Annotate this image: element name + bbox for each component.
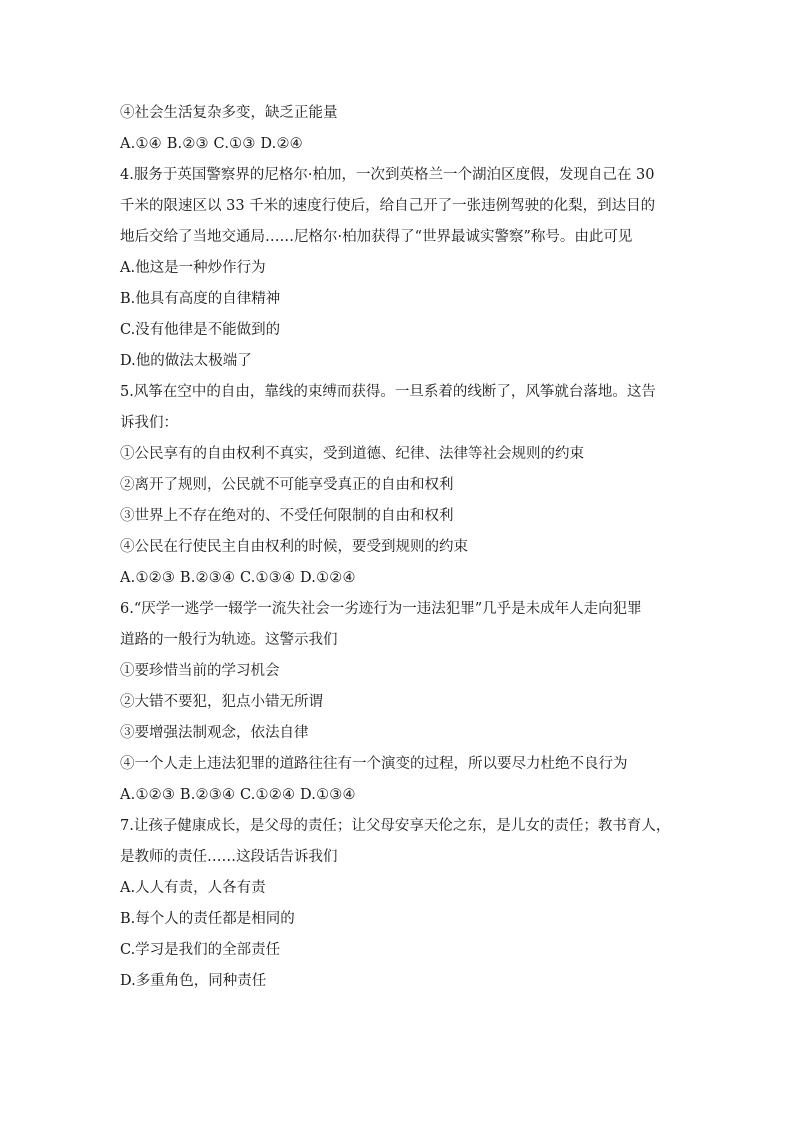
q4-choice-b: B.他具有高度的自律精神 bbox=[120, 291, 281, 307]
q7-stem-line-1: 7.让孩子健康成长，是父母的责任；让父母安享天伦之东，是儿女的责任；教书育人， bbox=[120, 818, 671, 834]
q5-stem-line-1: 5.风筝在空中的自由，靠线的束缚而获得。一旦系着的线断了，风筝就台落地。这告 bbox=[120, 384, 656, 400]
q3-option-4: ④社会生活复杂多变，缺乏正能量 bbox=[120, 105, 338, 121]
q4-stem-line-2: 千米的限速区以 33 千米的速度行使后，给自己开了一张违例驾驶的化梨，到达目的 bbox=[120, 198, 656, 214]
q5-option-4: ④公民在行使民主自由权利的时候，要受到规则的约束 bbox=[120, 539, 468, 555]
q6-option-4: ④一个人走上违法犯罪的道路往往有一个演变的过程，所以要尽力杜绝不良行为 bbox=[120, 756, 628, 772]
q3-answer-choices: A.①④ B.②③ C.①③ D.②④ bbox=[120, 136, 303, 152]
q5-option-3: ③世界上不存在绝对的、不受任何限制的自由和权利 bbox=[120, 508, 454, 524]
q4-choice-d: D.他的做法太极端了 bbox=[120, 353, 252, 369]
q4-choice-c: C.没有他律是不能做到的 bbox=[120, 322, 281, 338]
q7-choice-c: C.学习是我们的全部责任 bbox=[120, 942, 281, 958]
q6-answer-choices: A.①②③ B.②③④ C.①②④ D.①③④ bbox=[120, 787, 356, 803]
q7-choice-b: B.每个人的责任都是相同的 bbox=[120, 911, 295, 927]
q6-option-3: ③要增强法制观念，依法自律 bbox=[120, 725, 309, 741]
q6-stem-line-2: 道路的一般行为轨迹。这警示我们 bbox=[120, 632, 338, 648]
q7-choice-d: D.多重角色，同种责任 bbox=[120, 973, 267, 989]
q7-choice-a: A.人人有责，人各有责 bbox=[120, 880, 266, 896]
q5-option-1: ①公民享有的自由权利不真实，受到道德、纪律、法律等社会规则的约束 bbox=[120, 446, 584, 462]
q6-option-1: ①要珍惜当前的学习机会 bbox=[120, 663, 280, 679]
q4-stem-line-1: 4.服务于英国警察界的尼格尔·柏加，一次到英格兰一个湖泊区度假，发现自己在 30 bbox=[120, 167, 655, 183]
q5-answer-choices: A.①②③ B.②③④ C.①③④ D.①②④ bbox=[120, 570, 356, 586]
q7-stem-line-2: 是教师的责任……这段话告诉我们 bbox=[120, 849, 338, 865]
q4-stem-line-3: 地后交给了当地交通局……尼格尔·柏加获得了“世界最诚实警察”称号。由此可见 bbox=[120, 229, 633, 245]
q6-option-2: ②大错不要犯，犯点小错无所谓 bbox=[120, 694, 323, 710]
q6-stem-line-1: 6.“厌学一逃学一辍学一流失社会一劣迹行为一违法犯罪”几乎是未成年人走向犯罪 bbox=[120, 601, 642, 617]
q4-choice-a: A.他这是一种炒作行为 bbox=[120, 260, 266, 276]
q5-stem-line-2: 诉我们： bbox=[120, 415, 178, 431]
q5-option-2: ②离开了规则，公民就不可能享受真正的自由和权利 bbox=[120, 477, 454, 493]
